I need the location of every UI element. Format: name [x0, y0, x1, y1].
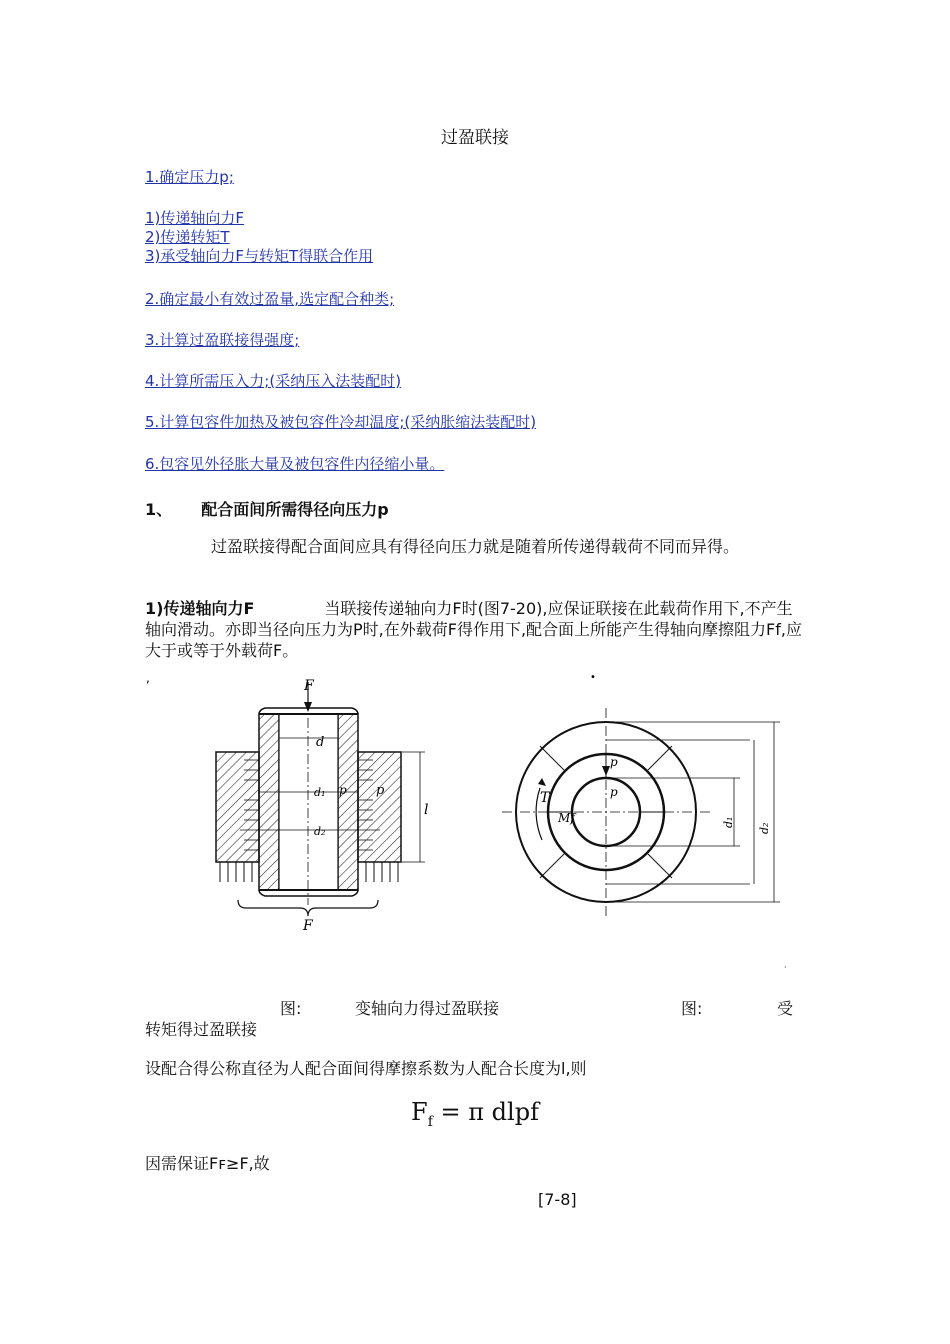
left-diagram-axial — [216, 678, 428, 934]
label-d2: d₂ — [314, 825, 326, 838]
label-T: T — [540, 790, 550, 806]
formula-rhs: = π dlpf — [432, 1098, 539, 1126]
section-title: 配合面间所需得径向压力p — [201, 500, 389, 519]
label-F-top: F — [304, 678, 314, 694]
caption-part4: 受 — [777, 999, 794, 1018]
formula-lhs: F — [411, 1098, 428, 1126]
svg-text:·: · — [784, 963, 787, 972]
toc-item-2[interactable]: 2.确定最小有效过盈量,选定配合种类; — [145, 290, 395, 308]
label-p-mid: p — [610, 785, 618, 799]
label-d: d — [316, 735, 325, 750]
axial-heading: 1)传递轴向力F — [145, 599, 255, 618]
bore — [279, 714, 338, 890]
label-p-right: p — [376, 783, 385, 798]
sleeve-right-wall — [338, 714, 358, 890]
formula-sub: f — [427, 1113, 433, 1130]
label-d1-right: d₁ — [722, 816, 735, 828]
intro-paragraph: 过盈联接得配合面间应具有得径向压力就是随着所传递得载荷不同而异得。 — [211, 537, 740, 556]
toc-item-4[interactable]: 4.计算所需压入力;(采纳压入法装配时) — [145, 372, 402, 390]
label-l: l — [424, 802, 429, 818]
figure-interference-fit — [140, 670, 820, 990]
label-d2-right: d₂ — [758, 822, 771, 834]
page-title: 过盈联接 — [441, 128, 509, 148]
label-p-left: p — [339, 783, 347, 797]
toc-item-6[interactable]: 6.包容见外径胀大量及被包容件内径缩小量。 — [145, 455, 445, 473]
toc-item-1b[interactable]: 2)传递转矩T — [145, 228, 230, 246]
right-diagram-torque — [502, 708, 780, 918]
axial-paragraph — [145, 598, 805, 661]
label-Mf: Mf — [558, 811, 575, 825]
setup-text: 设配合得公称直径为人配合面间得摩擦系数为人配合长度为l,则 — [145, 1059, 587, 1078]
label-d1: d₁ — [314, 786, 326, 799]
caption-part3: 图: — [681, 999, 703, 1018]
equation-number: [7-8] — [538, 1190, 577, 1209]
formula-friction — [0, 1098, 950, 1130]
hub-left-block — [216, 752, 259, 862]
caption-part2: 变轴向力得过盈联接 — [355, 999, 500, 1018]
section-number: 1、 — [145, 500, 173, 519]
toc-item-1[interactable]: 1.确定压力p; — [145, 168, 234, 186]
ensure-text: 因需保证Fꜰ≥F,故 — [145, 1154, 270, 1173]
label-p-top: p — [610, 755, 618, 769]
caption-part5: 转矩得过盈联接 — [145, 1020, 258, 1039]
toc-item-3[interactable]: 3.计算过盈联接得强度; — [145, 331, 300, 349]
svg-text:,: , — [146, 671, 150, 685]
toc-item-5[interactable]: 5.计算包容件加热及被包容件冷却温度;(采纳胀缩法装配时) — [145, 413, 537, 431]
label-F-bottom: F — [303, 918, 313, 934]
svg-text:•: • — [590, 672, 596, 683]
sleeve-left-wall — [259, 714, 279, 890]
toc-item-1c[interactable]: 3)承受轴向力F与转矩T得联合作用 — [145, 247, 374, 265]
caption-part1: 图: — [280, 999, 302, 1018]
section-heading — [145, 497, 389, 520]
axial-text: 当联接传递轴向力F时(图7-20),应保证联接在此载荷作用下,不产生轴向滑动。亦即当径向压力为P时,在外载荷F得作用下,配合面上所能产生得轴向摩擦阻力Ff,应大于或等于外载荷F。 — [145, 599, 802, 660]
hub-right-block — [358, 752, 401, 862]
toc-item-1a[interactable]: 1)传递轴向力F — [145, 209, 245, 227]
